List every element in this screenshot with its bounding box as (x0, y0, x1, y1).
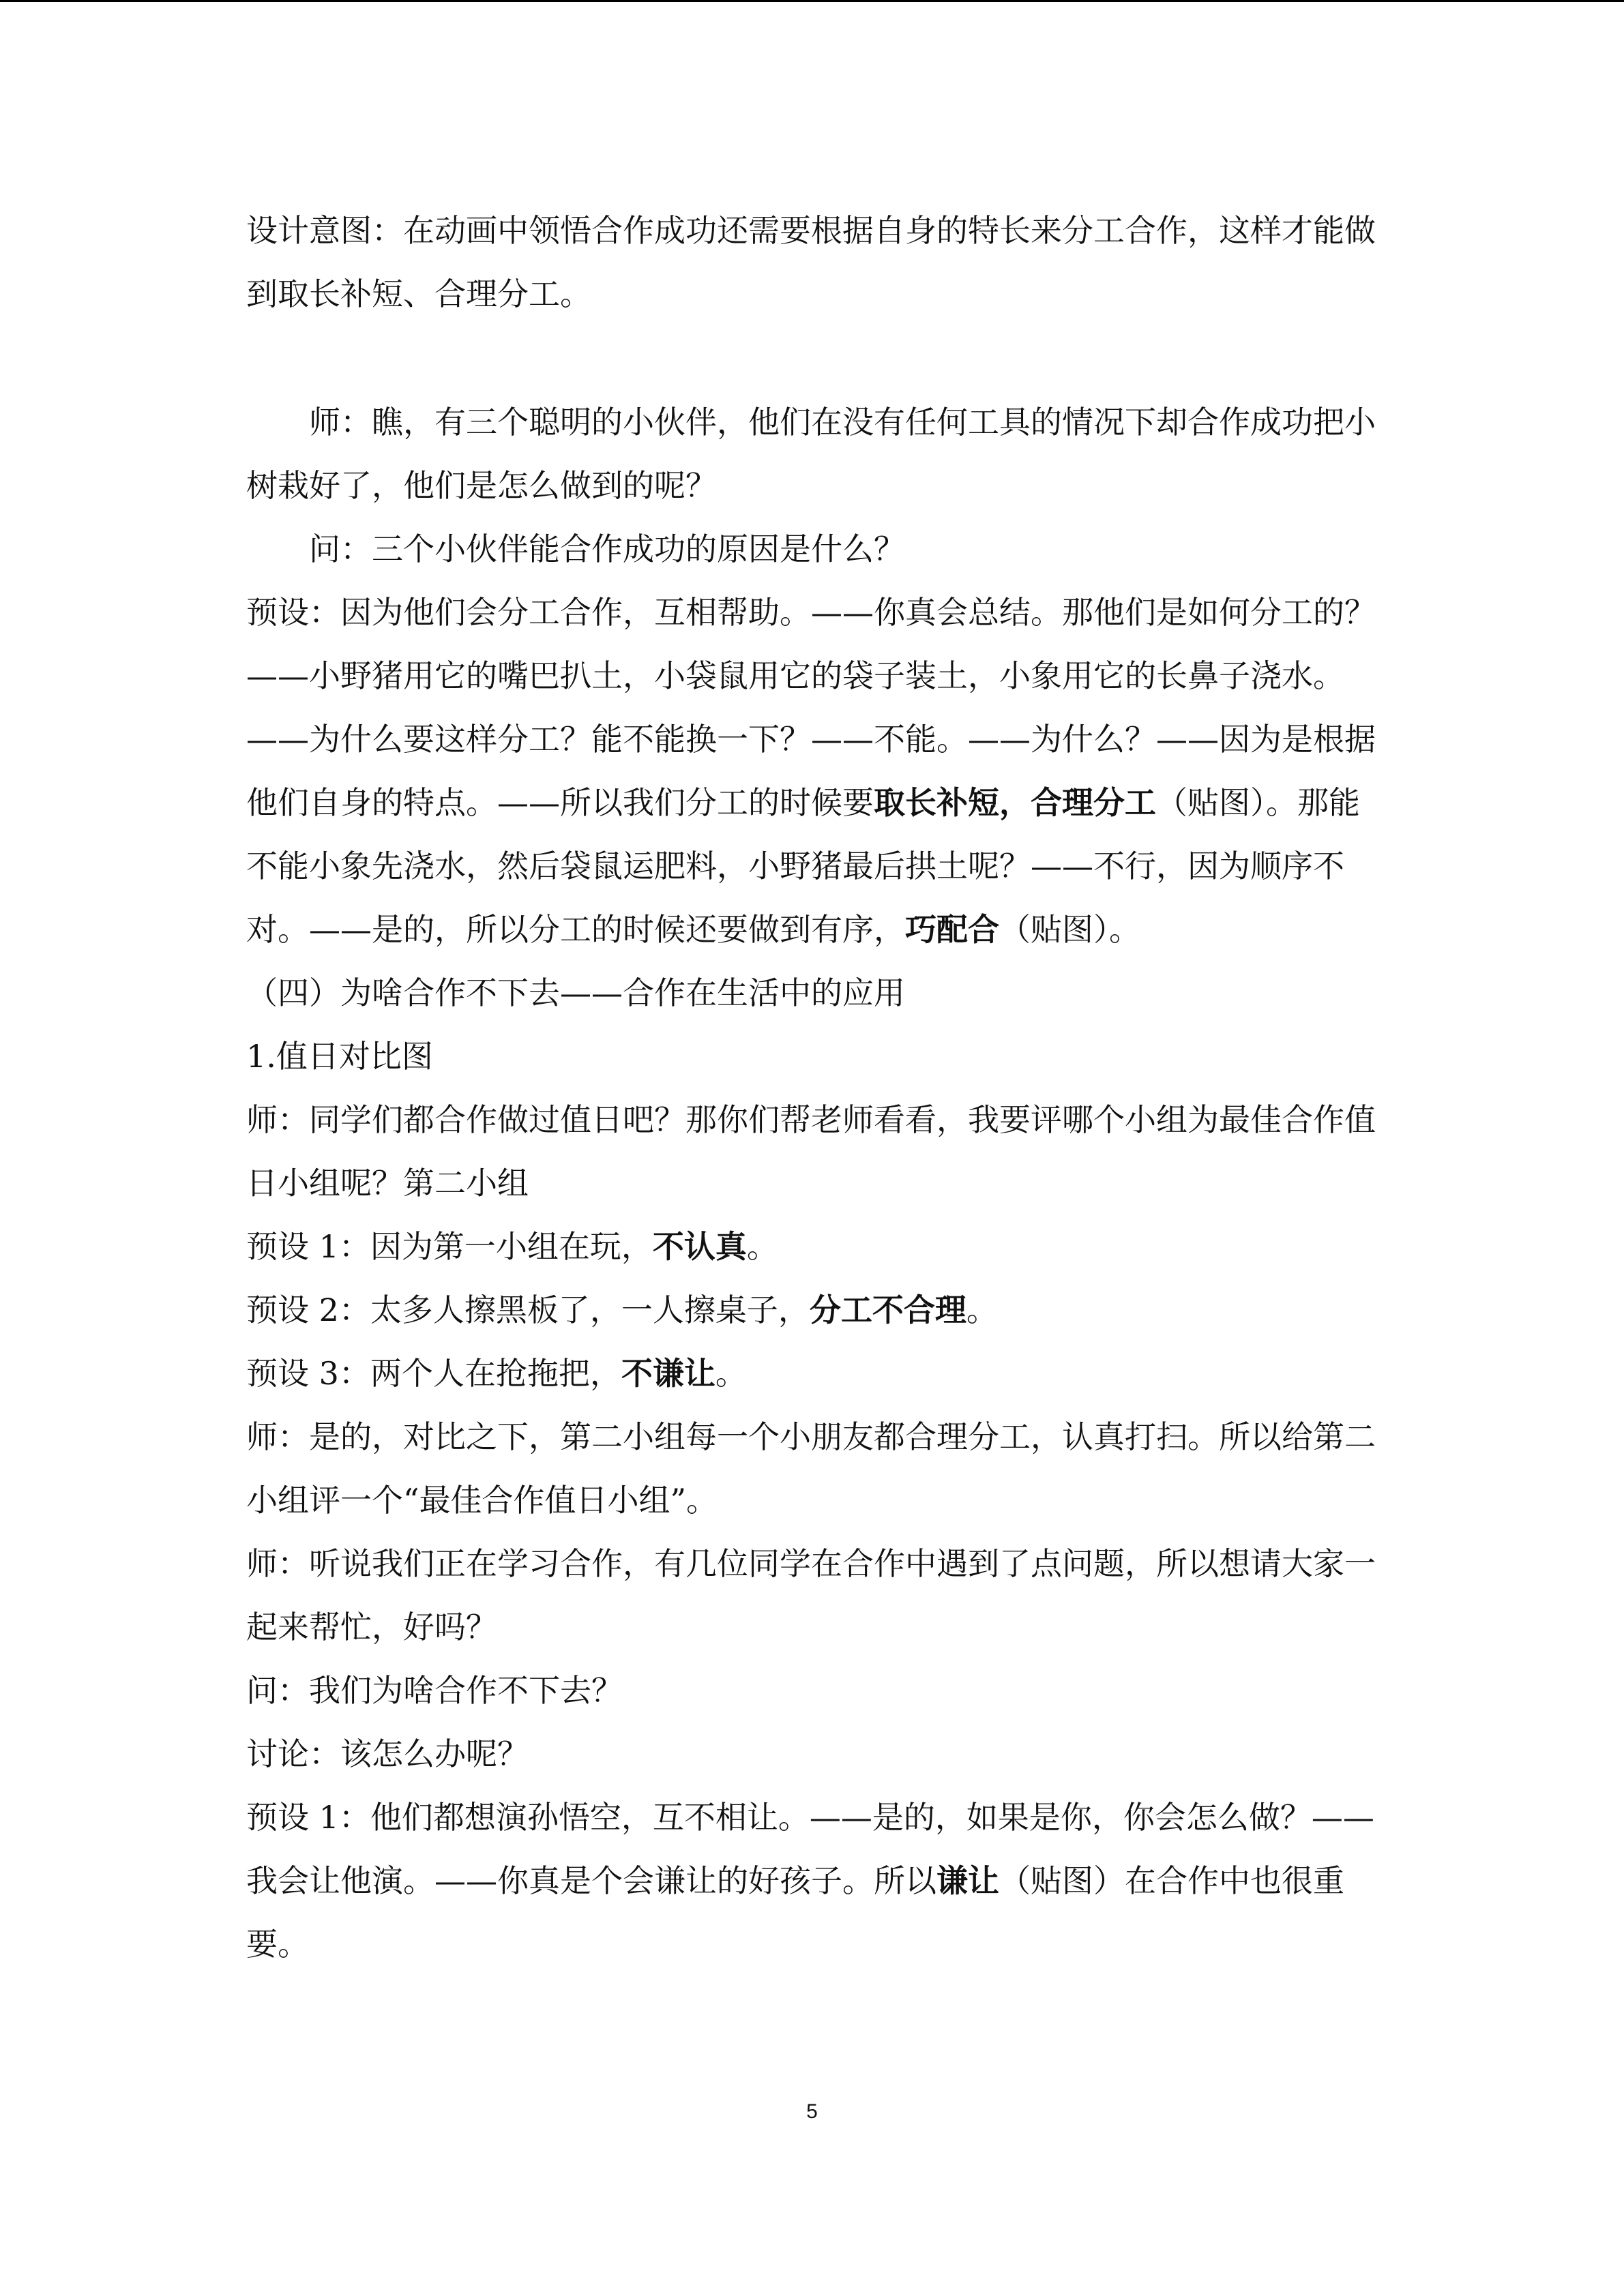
preset-paragraph (246, 581, 1378, 961)
preset-2-end: 。 (966, 1292, 998, 1328)
preset-1-bold: 不认真 (652, 1228, 747, 1265)
teacher-duty-paragraph: 师：同学们都合作做过值日吧？那你们帮老师看看，我要评哪个小组为最佳合作值日小组呢？第二小组 (246, 1101, 1376, 1202)
teacher-compare-paragraph: 师：是的，对比之下，第二小组每一个小朋友都合理分工，认真打扫。所以给第二小组评一个“最佳合作值日小组”。 (246, 1418, 1376, 1519)
preset-1-end: 。 (746, 1228, 778, 1265)
page-number: 5 (806, 2100, 818, 2123)
question-1-paragraph: 问：三个小伙伴能合作成功的原因是什么？ (309, 531, 905, 567)
preset-text-3: （贴图）。 (999, 911, 1140, 948)
discussion-line: 讨论：该怎么办呢？ (246, 1735, 529, 1772)
preset-bold-2: 巧配合 (905, 911, 999, 948)
top-border-line (0, 0, 1624, 2)
preset-final-text: 预设 1：他们都想演孙悟空，互不相让。——是的，如果是你，你会怎么做？——我会让他演。——你真是个会谦让的好孩子。所以 (246, 1799, 1374, 1899)
preset-1-text: 预设 1：因为第一小组在玩， (246, 1228, 653, 1265)
preset-final-paragraph (246, 1786, 1378, 1976)
preset-bold-1: 取长补短，合理分工 (874, 784, 1156, 821)
preset-final-end: （贴图）在合作中也很重要。 (246, 1862, 1344, 1963)
item-1-heading: 1.值日对比图 (246, 1038, 433, 1075)
preset-final-bold: 谦让 (936, 1862, 999, 1899)
preset-3-end: 。 (715, 1355, 747, 1392)
teacher-intro-paragraph: 师：瞧，有三个聪明的小伙伴，他们在没有任何工具的情况下却合作成功把小树栽好了，他们是怎么做到的呢？ (246, 404, 1376, 504)
preset-1-line (246, 1215, 1378, 1279)
question-2-line: 问：我们为啥合作不下去？ (246, 1672, 623, 1709)
preset-2-text: 预设 2：太多人擦黑板了，一人擦桌子， (246, 1292, 810, 1328)
preset-2-bold: 分工不合理 (809, 1292, 966, 1328)
section-4-heading: （四）为啥合作不下去——合作在生活中的应用 (246, 974, 905, 1011)
teacher-help-paragraph: 师：听说我们正在学习合作，有几位同学在合作中遇到了点问题，所以想请大家一起来帮忙，好吗？ (246, 1545, 1376, 1645)
preset-2-line (246, 1279, 1378, 1342)
preset-3-text: 预设 3：两个人在抢拖把， (246, 1355, 621, 1392)
design-intent-paragraph: 设计意图：在动画中领悟合作成功还需要根据自身的特长来分工合作，这样才能做到取长补短、合理分工。 (246, 212, 1376, 312)
preset-text-2: （贴图）。那能不能小象先浇水，然后袋鼠运肥料，小野猪最后拱土呢？——不行，因为顺序不对。——是的，所以分工的时候还要做到有序， (246, 784, 1360, 948)
document-body (246, 199, 1378, 1976)
paragraph-gap (246, 326, 1378, 391)
preset-3-line (246, 1342, 1378, 1405)
preset-3-bold: 不谦让 (621, 1355, 715, 1392)
preset-text-1: 预设：因为他们会分工合作，互相帮助。——你真会总结。那他们是如何分工的？——小野猪用它的嘴巴扒土，小袋鼠用它的袋子装土，小象用它的长鼻子浇水。——为什么要这样分工？能不能换一下？——不能。——为什么？——因为是根据他们自身的特点。——所以我们分工的时候要 (246, 594, 1376, 821)
